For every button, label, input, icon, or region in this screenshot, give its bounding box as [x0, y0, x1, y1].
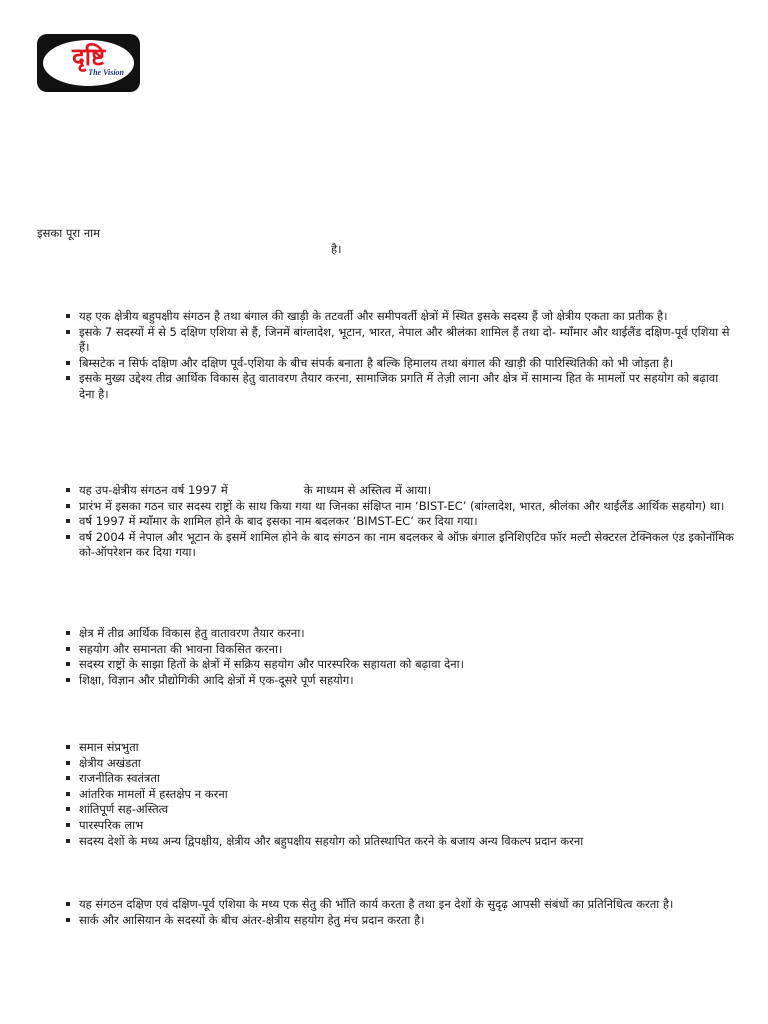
features-list — [66, 309, 736, 403]
list-item: समान संप्रभुता — [66, 740, 736, 756]
logo-sub-text: The Vision — [88, 68, 124, 77]
history-first-end: के माध्यम से अस्तित्व में आया। — [303, 483, 432, 497]
list-item: शांतिपूर्ण सह-अस्तित्व — [66, 802, 736, 818]
list-item: सदस्य राष्ट्रों के साझा हितों के क्षेत्रों में सक्रिय सहयोग और पारस्परिक सहायता को बढ़ावा देना। — [66, 657, 736, 673]
list-item: इसके मुख्य उद्देश्य तीव्र आर्थिक विकास हेतु वातावरण तैयार करना, सामाजिक प्रगति में तेज़ी लाना और क्षेत्र में सामान्य हित के मामलों पर सहयोग को बढ़ावा देना है। — [66, 371, 736, 402]
intro-label: इसका पूरा नाम — [37, 226, 100, 240]
list-item: राजनीतिक स्वतंत्रता — [66, 771, 736, 787]
list-item: शिक्षा, विज्ञान और प्रौद्योगिकी आदि क्षेत्रों में एक-दूसरे पूर्ण सहयोग। — [66, 673, 736, 689]
logo-oval — [43, 40, 134, 86]
list-item: सहयोग और समानता की भावना विकसित करना। — [66, 642, 736, 658]
principles-list — [66, 740, 736, 849]
list-item: यह एक क्षेत्रीय बहुपक्षीय संगठन है तथा बंगाल की खाड़ी के तटवर्ती और समीपवर्ती क्षेत्रों में स्थित इसके सदस्य हैं जो क्षेत्रीय एकता का प्रतीक है। — [66, 309, 736, 325]
significance-list — [66, 897, 736, 928]
list-item: सदस्य देशों के मध्य अन्य द्विपक्षीय, क्षेत्रीय और बहुपक्षीय सहयोग को प्रतिस्थापित करने के बजाय अन्य विकल्प प्रदान करना — [66, 834, 736, 850]
history-list — [66, 483, 736, 561]
list-item: वर्ष 2004 में नेपाल और भूटान के इसमें शामिल होने के बाद संगठन का नाम बदलकर बे ऑफ़ बंगाल इनिशिएटिव फॉर मल्टी सेक्टरल टेक्निकल एंड इकोनॉमिक को-ऑपरेशन कर दिया गया। — [66, 530, 736, 561]
list-item: पारस्परिक लाभ — [66, 818, 736, 834]
list-item: इसके 7 सदस्यों में से 5 दक्षिण एशिया से हैं, जिनमें बांग्लादेश, भूटान, भारत, नेपाल और श्रीलंका शामिल हैं तथा दो- म्याँमार और थाईलैंड दक्षिण-पूर्व एशिया से हैं। — [66, 325, 736, 356]
logo-main-text: दृष्टि — [72, 43, 105, 71]
list-item: यह संगठन दक्षिण एवं दक्षिण-पूर्व एशिया के मध्य एक सेतु की भाँति कार्य करता है तथा इन देशों के सुदृढ़ आपसी संबंधों का प्रतिनिधित्व करता है। — [66, 897, 736, 913]
list-item: क्षेत्रीय अखंडता — [66, 756, 736, 772]
objectives-list — [66, 626, 736, 688]
intro-tail: है। — [331, 242, 342, 256]
drishti-logo — [37, 34, 140, 92]
list-item — [66, 483, 736, 499]
list-item: क्षेत्र में तीव्र आर्थिक विकास हेतु वातावरण तैयार करना। — [66, 626, 736, 642]
list-item: आंतरिक मामलों में हस्तक्षेप न करना — [66, 787, 736, 803]
history-first-start: यह उप-क्षेत्रीय संगठन वर्ष 1997 में — [79, 483, 228, 497]
list-item: सार्क और आसियान के सदस्यों के बीच अंतर-क्षेत्रीय सहयोग हेतु मंच प्रदान करता है। — [66, 913, 736, 929]
list-item: वर्ष 1997 में म्याँमार के शामिल होने के बाद इसका नाम बदलकर ‘BIMST-EC’ कर दिया गया। — [66, 514, 736, 530]
list-item: बिम्सटेक न सिर्फ दक्षिण और दक्षिण पूर्व-एशिया के बीच संपर्क बनाता है बल्कि हिमालय तथा बंगाल की खाड़ी की पारिस्थितिकी को भी जोड़ता है। — [66, 356, 736, 372]
list-item: प्रारंभ में इसका गठन चार सदस्य राष्ट्रों के साथ किया गया था जिनका संक्षिप्त नाम ‘BIST-EC’ (बांग्लादेश, भारत, श्रीलंका और थाईलैंड आर्थिक सहयोग) था। — [66, 499, 736, 515]
